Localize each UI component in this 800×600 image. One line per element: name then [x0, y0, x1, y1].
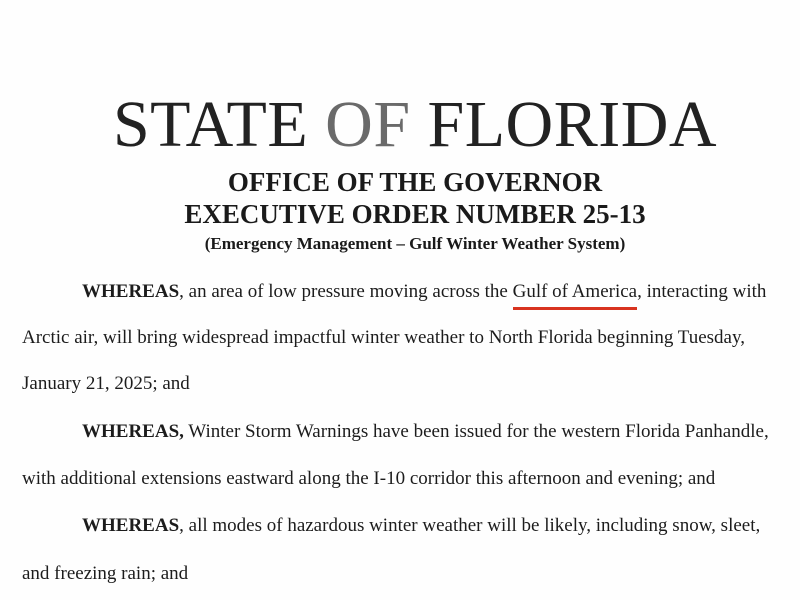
paragraph-1-line-2: Arctic air, will bring widespread impactful winter weather to North Florida beginning Tuesday, [22, 327, 746, 348]
paragraph-3-line-1 [82, 514, 760, 538]
whereas-label: WHEREAS [82, 515, 180, 536]
paragraph-1-text: , an area of low pressure moving across the [179, 281, 513, 302]
whereas-label: WHEREAS [82, 281, 180, 302]
order-number-heading: EXECUTIVE ORDER NUMBER 25-13 [184, 199, 646, 229]
title-florida: FLORIDA [410, 88, 718, 161]
document-title [0, 88, 800, 162]
paragraph-3-text: , all modes of hazardous winter weather will be likely, including snow, sleet, [179, 515, 761, 536]
paragraph-1-text-tail: , interacting with [637, 281, 767, 302]
highlighted-phrase: Gulf of America [512, 281, 638, 302]
paragraph-1-line-3: January 21, 2025; and [22, 373, 190, 394]
title-state: STATE [112, 88, 326, 161]
paragraph-2-text: Winter Storm Warnings have been issued for the western Florida Panhandle, [183, 421, 769, 442]
office-heading: OFFICE OF THE GOVERNOR [227, 167, 603, 197]
paragraph-1-line-1 [82, 280, 766, 304]
paragraph-2-line-2: with additional extensions eastward along the I-10 corridor this afternoon and evening; and [22, 468, 716, 489]
title-of: OF [325, 88, 411, 161]
order-subtitle: (Emergency Management – Gulf Winter Weather System) [204, 234, 626, 253]
paragraph-2-line-1 [82, 420, 769, 444]
whereas-label: WHEREAS, [82, 421, 184, 442]
paragraph-3-line-2: and freezing rain; and [22, 563, 189, 584]
